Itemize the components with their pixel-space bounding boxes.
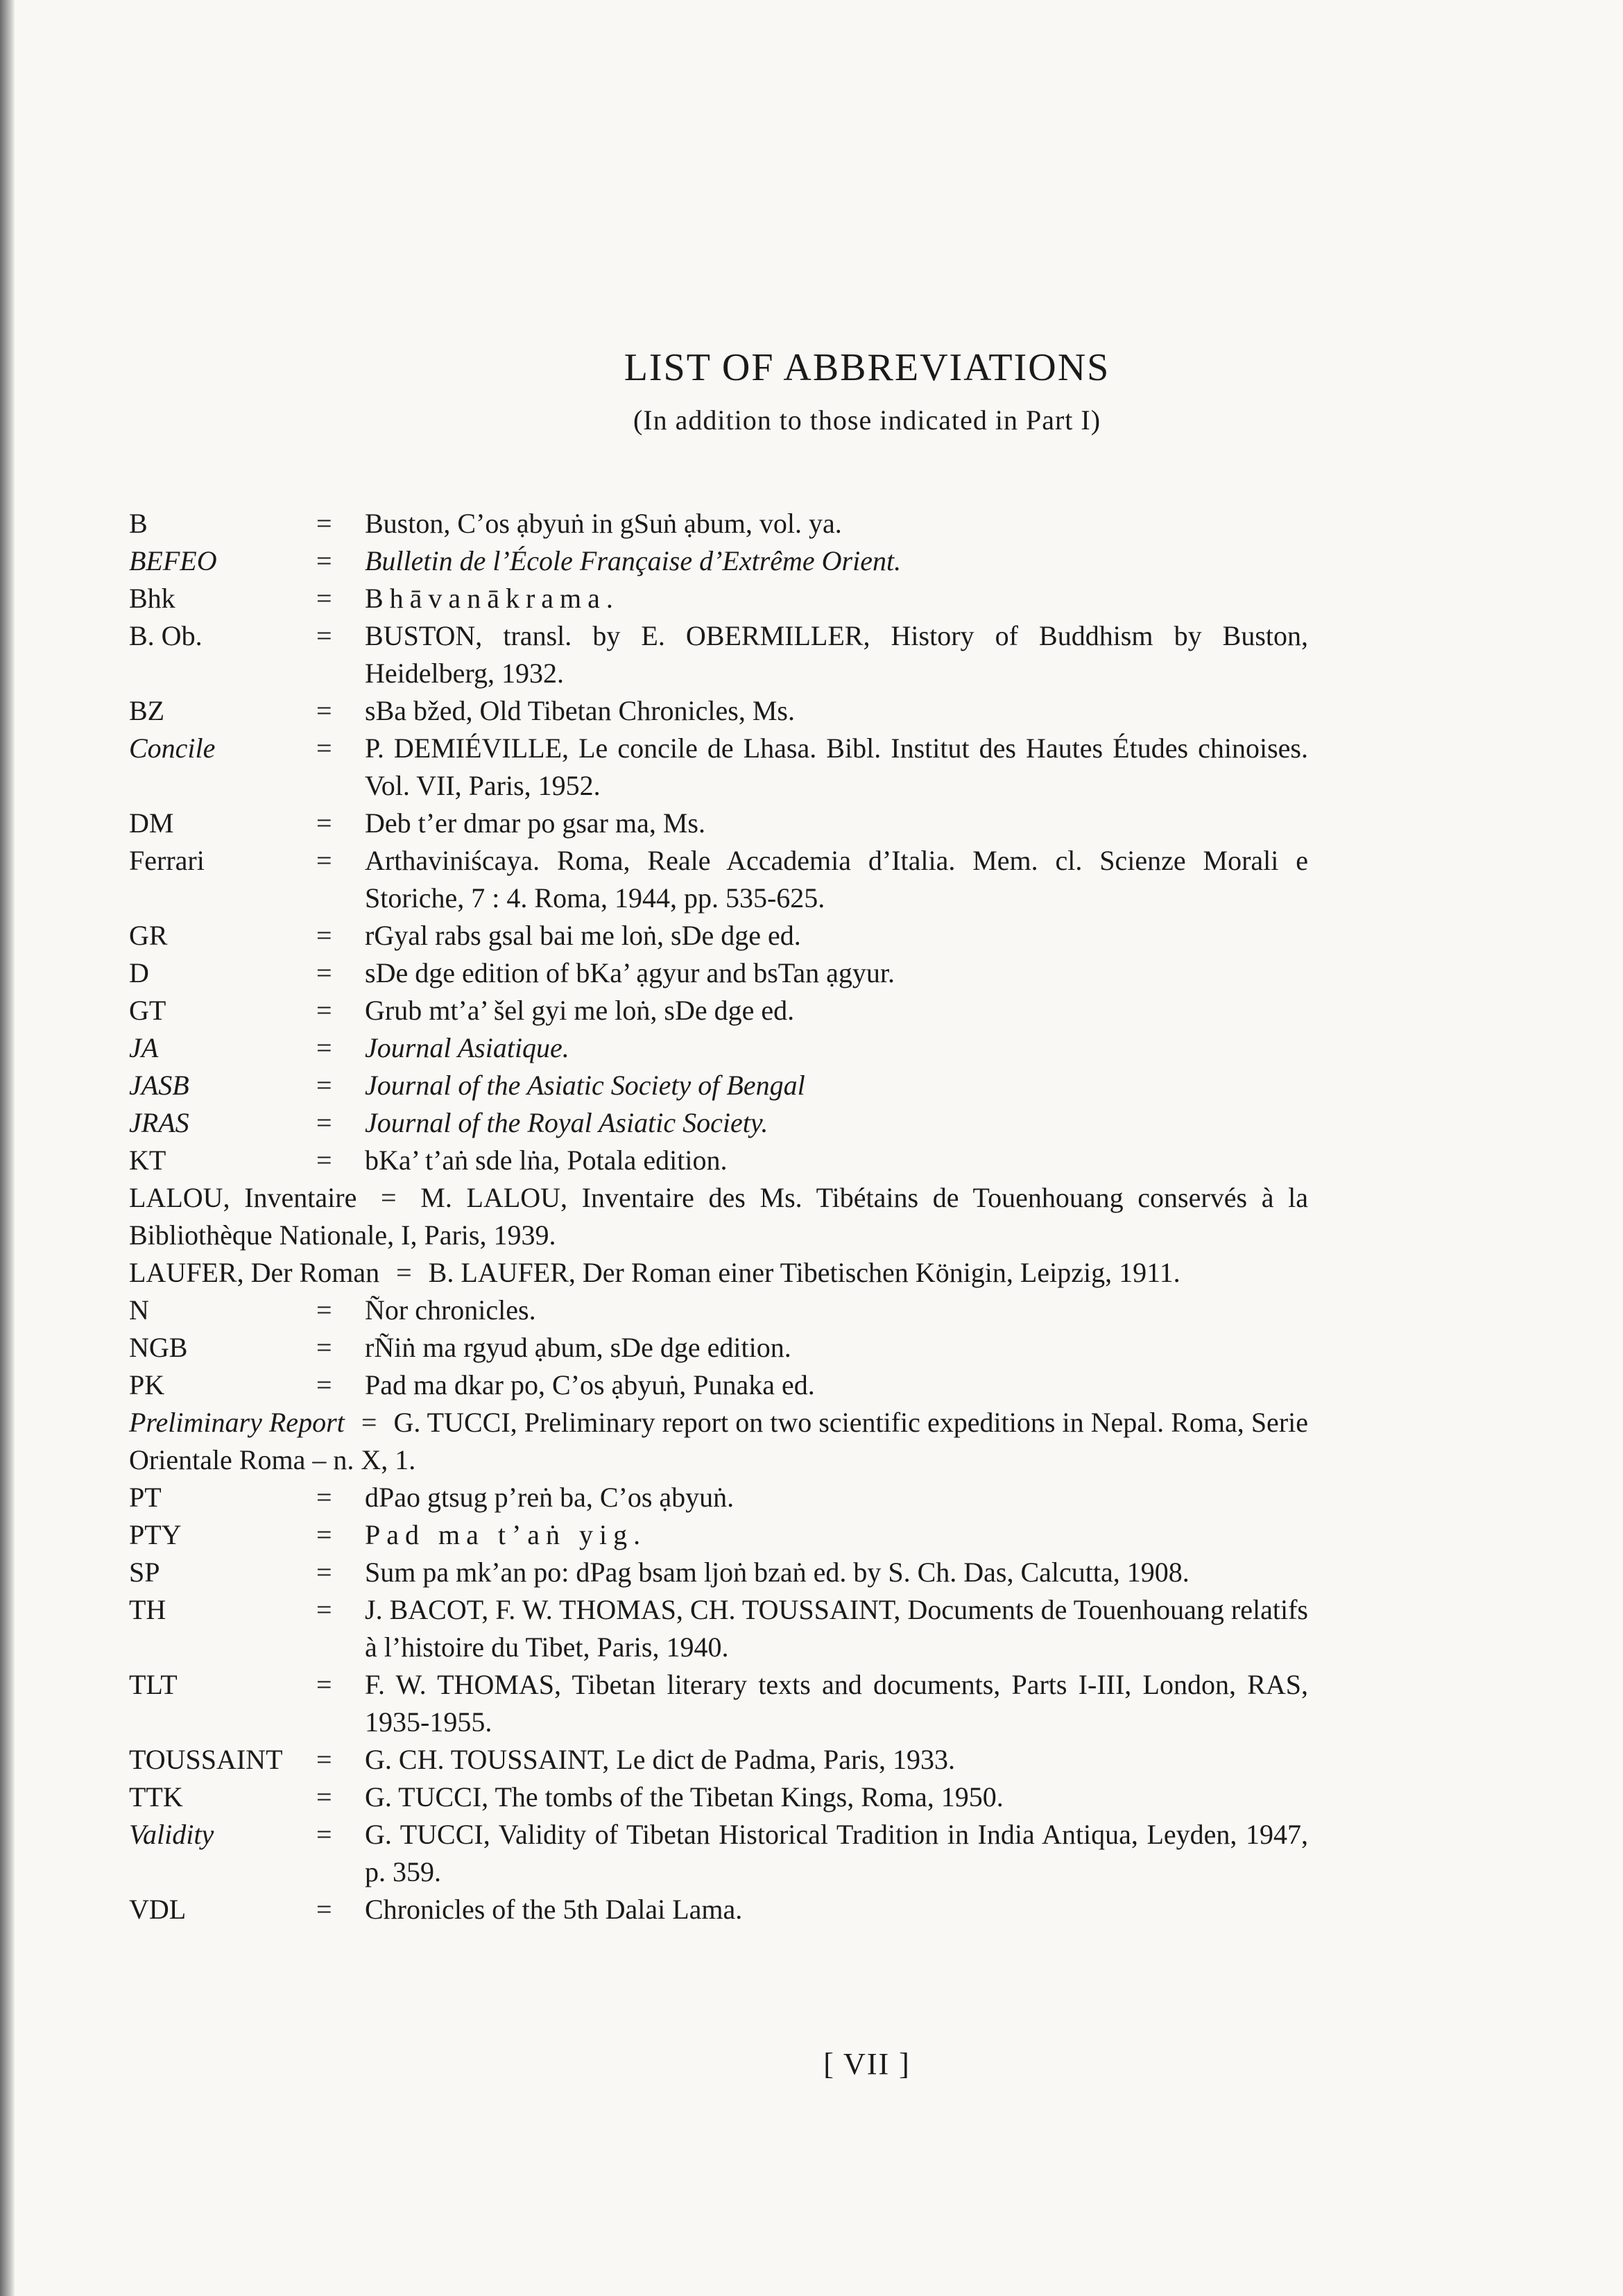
equals-sign: = [316, 1519, 332, 1550]
abbr-definition: Deb t’er dmar po gsar ma, Ms. [365, 807, 705, 839]
abbr-definition: Bhāvanākrama. [365, 583, 619, 614]
abbr-term: TH [129, 1594, 166, 1625]
abbr-term: PK [129, 1369, 165, 1400]
abbr-definition: Journal of the Royal Asiatic Society. [365, 1107, 768, 1138]
abbr-term: TOUSSAINT [129, 1744, 283, 1775]
abbr-definition: BUSTON, transl. by E. OBERMILLER, History of Buddhism by Buston, Heidelberg, 1932. [365, 620, 1308, 689]
abbr-term: PTY [129, 1519, 182, 1550]
list-item [129, 617, 1308, 692]
list-item [129, 1479, 1308, 1516]
abbr-term: DM [129, 807, 174, 839]
abbr-definition: F. W. THOMAS, Tibetan literary texts and documents, Parts I-III, London, RAS, 1935-1955. [365, 1669, 1308, 1738]
abbr-term: LAUFER, Der Roman [129, 1257, 380, 1288]
list-item [129, 1516, 1308, 1554]
list-item [129, 505, 1308, 542]
equals-sign: = [316, 1145, 332, 1176]
equals-sign: = [316, 1107, 332, 1138]
list-item [129, 1816, 1308, 1891]
abbr-term: JASB [129, 1070, 189, 1101]
list-item [129, 842, 1308, 917]
abbr-definition: Bulletin de l’École Française d’Extrême Orient. [365, 545, 902, 576]
abbr-definition: G. TUCCI, The tombs of the Tibetan Kings, Roma, 1950. [365, 1781, 1004, 1813]
abbr-term: LALOU, Inventaire [129, 1182, 357, 1213]
abbr-term: Preliminary Report [129, 1407, 345, 1438]
list-item [129, 1292, 1308, 1329]
abbr-definition: Ñor chronicles. [365, 1294, 536, 1326]
abbr-definition: dPao gtsug p’reṅ ba, C’os ạbyuṅ. [365, 1482, 735, 1513]
equals-sign: = [316, 695, 332, 726]
list-item [129, 542, 1308, 580]
equals-sign: = [316, 1032, 332, 1063]
list-item [129, 917, 1308, 954]
list-item [129, 1104, 1308, 1142]
equals-sign: = [316, 1669, 332, 1700]
abbr-definition: Pad ma t’aṅ yig. [365, 1519, 647, 1550]
list-item [129, 954, 1308, 992]
list-item [129, 1666, 1308, 1741]
abbr-term: GT [129, 995, 166, 1026]
abbr-definition: sDe dge edition of bKa’ ạgyur and bsTan ạgyur. [365, 957, 895, 988]
list-item [129, 1891, 1308, 1928]
abbr-term: Concile [129, 733, 216, 764]
abbr-term: TLT [129, 1669, 178, 1700]
list-item [129, 580, 1308, 617]
list-item [129, 1067, 1308, 1104]
abbr-term: N [129, 1294, 149, 1326]
abbr-term: TTK [129, 1781, 183, 1813]
equals-sign: = [316, 845, 332, 876]
list-item [129, 805, 1308, 842]
equals-sign: = [316, 1744, 332, 1775]
abbr-term: D [129, 957, 149, 988]
abbr-definition: P. DEMIÉVILLE, Le concile de Lhasa. Bibl. Institut des Hautes Études chinoises. Vol. VII, Paris, 1952. [365, 733, 1308, 801]
equals-sign: = [361, 1407, 377, 1438]
abbr-definition: G. TUCCI, Preliminary report on two scientific expeditions in Nepal. Roma, Serie Orientale Roma – n. X, 1. [129, 1407, 1309, 1475]
equals-sign: = [316, 1482, 332, 1513]
abbr-term: KT [129, 1145, 166, 1176]
abbr-term: PT [129, 1482, 162, 1513]
equals-sign: = [316, 1294, 332, 1326]
page-binding-edge [0, 0, 15, 2296]
abbr-definition: Grub mt’a’ šel gyi me loṅ, sDe dge ed. [365, 995, 795, 1026]
list-item [129, 992, 1308, 1029]
abbr-definition: sBa bžed, Old Tibetan Chronicles, Ms. [365, 695, 795, 726]
equals-sign: = [316, 1557, 332, 1588]
abbr-definition: Sum pa mk’an po: dPag bsam ljoṅ bzaṅ ed. by S. Ch. Das, Calcutta, 1908. [365, 1557, 1190, 1588]
abbr-term: JA [129, 1032, 159, 1063]
equals-sign: = [316, 1369, 332, 1400]
abbr-definition: rÑiṅ ma rgyud ạbum, sDe dge edition. [365, 1332, 791, 1363]
abbr-definition: Journal Asiatique. [365, 1032, 569, 1063]
list-item [129, 1142, 1308, 1179]
list-item [129, 1404, 1308, 1479]
abbreviation-list [129, 505, 1308, 1928]
equals-sign: = [381, 1182, 397, 1213]
equals-sign: = [316, 1894, 332, 1925]
abbr-definition: G. CH. TOUSSAINT, Le dict de Padma, Paris, 1933. [365, 1744, 956, 1775]
page-title: LIST OF ABBREVIATIONS [624, 346, 1110, 389]
equals-sign: = [316, 1070, 332, 1101]
equals-sign: = [316, 1594, 332, 1625]
abbr-term: Ferrari [129, 845, 205, 876]
list-item [129, 730, 1308, 805]
page-number: [ VII ] [823, 2047, 911, 2081]
abbr-term: SP [129, 1557, 160, 1588]
abbr-definition: B. LAUFER, Der Roman einer Tibetischen Königin, Leipzig, 1911. [428, 1257, 1180, 1288]
equals-sign: = [316, 995, 332, 1026]
equals-sign: = [316, 1332, 332, 1363]
equals-sign: = [316, 807, 332, 839]
equals-sign: = [316, 957, 332, 988]
abbr-term: B [129, 508, 148, 539]
list-item [129, 692, 1308, 730]
abbr-term: BZ [129, 695, 165, 726]
abbr-term: B. Ob. [129, 620, 203, 651]
list-item [129, 1591, 1308, 1666]
equals-sign: = [316, 620, 332, 651]
equals-sign: = [316, 583, 332, 614]
list-item [129, 1254, 1308, 1292]
abbr-term: Validity [129, 1819, 214, 1850]
equals-sign: = [396, 1257, 412, 1288]
abbr-definition: Chronicles of the 5th Dalai Lama. [365, 1894, 743, 1925]
abbr-term: NGB [129, 1332, 188, 1363]
page-subtitle: (In addition to those indicated in Part I) [633, 404, 1101, 436]
equals-sign: = [316, 733, 332, 764]
abbr-term: BEFEO [129, 545, 217, 576]
abbr-term: GR [129, 920, 168, 951]
list-item [129, 1179, 1308, 1254]
list-item [129, 1554, 1308, 1591]
abbr-definition: Arthaviniścaya. Roma, Reale Accademia d’Italia. Mem. cl. Scienze Morali e Storiche, 7 : 4. Roma, 1944, pp. 535-625. [365, 845, 1308, 914]
abbr-definition: M. LALOU, Inventaire des Ms. Tibétains de Touenhouang conservés à la Bibliothèque Nationale, I, Paris, 1939. [129, 1182, 1309, 1251]
list-item [129, 1329, 1308, 1367]
list-item [129, 1741, 1308, 1779]
abbr-definition: Pad ma dkar po, C’os ạbyuṅ, Punaka ed. [365, 1369, 815, 1400]
abbr-definition: rGyal rabs gsal bai me loṅ, sDe dge ed. [365, 920, 801, 951]
abbr-definition: G. TUCCI, Validity of Tibetan Historical Tradition in India Antiqua, Leyden, 1947, p. 359. [365, 1819, 1308, 1887]
list-item [129, 1367, 1308, 1404]
equals-sign: = [316, 1781, 332, 1813]
abbr-term: VDL [129, 1894, 187, 1925]
abbr-definition: bKa’ t’aṅ sde lṅa, Potala edition. [365, 1145, 728, 1176]
equals-sign: = [316, 920, 332, 951]
abbr-definition: J. BACOT, F. W. THOMAS, CH. TOUSSAINT, Documents de Touenhouang relatifs à l’histoire du Tibet, Paris, 1940. [365, 1594, 1308, 1663]
equals-sign: = [316, 1819, 332, 1850]
abbr-definition: Journal of the Asiatic Society of Bengal [365, 1070, 805, 1101]
equals-sign: = [316, 545, 332, 576]
abbr-term: Bhk [129, 583, 175, 614]
list-item [129, 1029, 1308, 1067]
equals-sign: = [316, 508, 332, 539]
abbr-definition: Buston, C’os ạbyuṅ in gSuṅ ạbum, vol. ya. [365, 508, 842, 539]
list-item [129, 1779, 1308, 1816]
abbr-term: JRAS [129, 1107, 189, 1138]
